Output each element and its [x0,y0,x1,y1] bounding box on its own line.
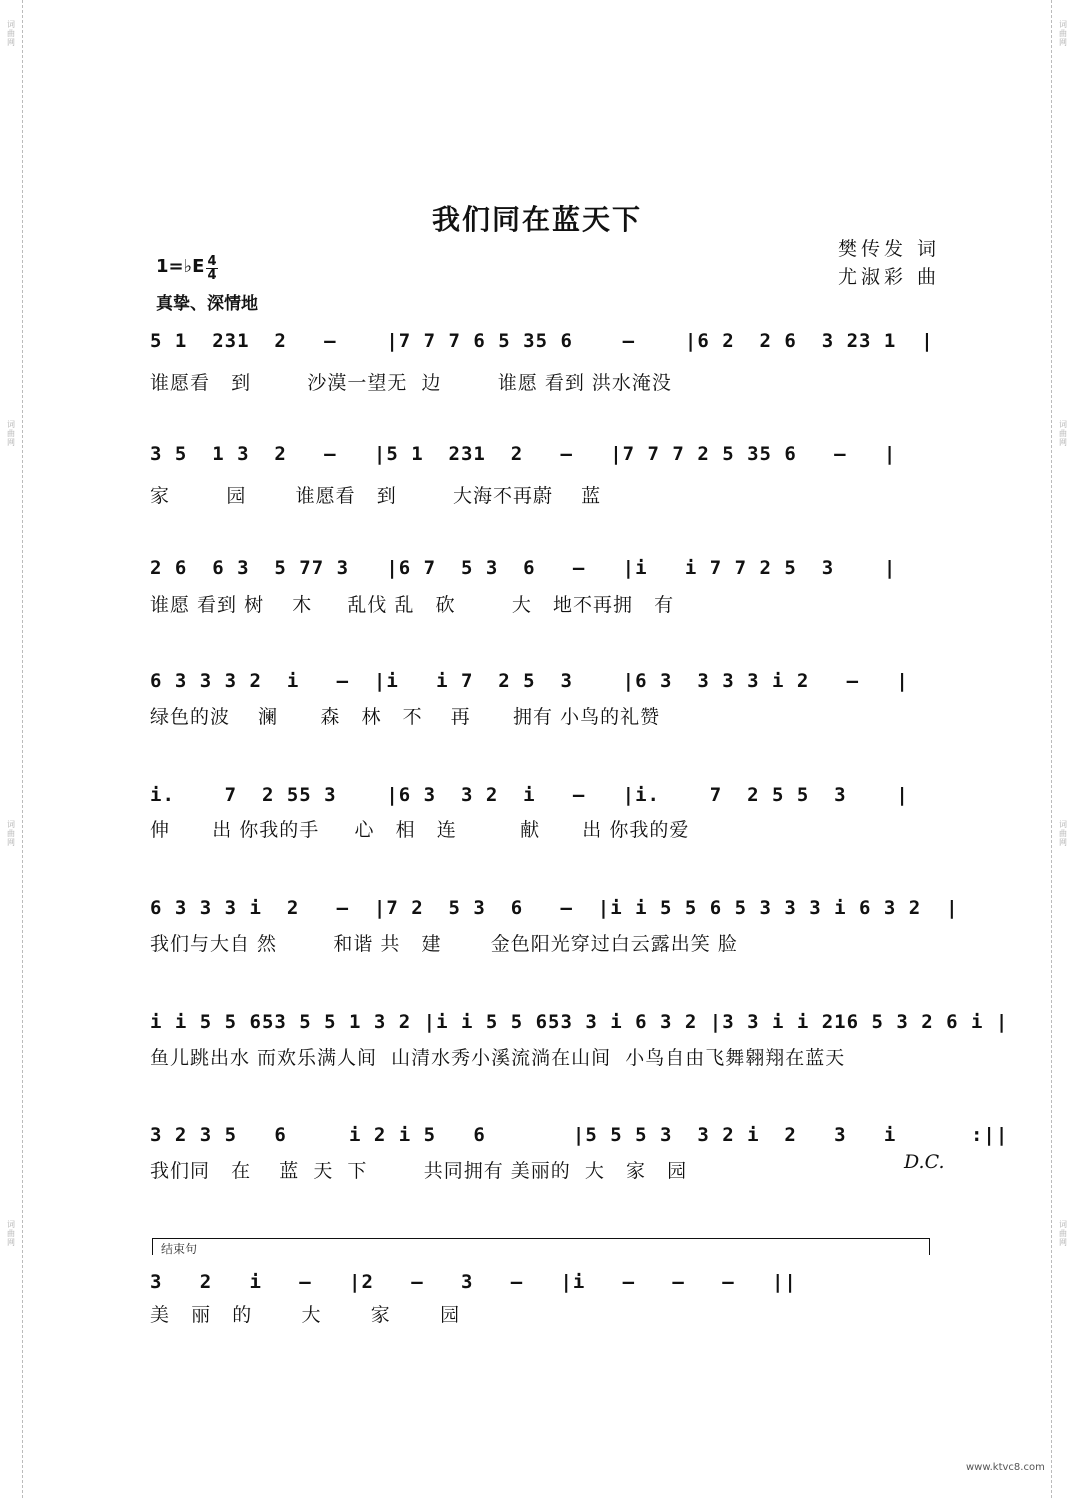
notation-line-4: 6 3 3 3 2 i – |i i 7 2 5 3 |6 3 3 3 3 i 2 – | [150,670,909,692]
notation-line-2: 3 5 1 3 2 – |5 1 231 2 – |7 7 7 2 5 35 6 – | [150,443,897,465]
lyric-line-2: 家 园 谁愿看 到 大海不再蔚 蓝 [150,485,602,507]
lyric-line-6: 我们与大自 然 和谐 共 建 金色阳光穿过白云露出笑 脸 [150,933,738,955]
lyric-line-3: 谁愿 看到 树 木 乱伐 乱 砍 大 地不再拥 有 [150,594,675,616]
watermark-text: 词曲网 [1059,820,1067,847]
lyric-line-4: 绿色的波 澜 森 林 不 再 拥有 小鸟的礼赞 [150,706,661,728]
notation-line-3: 2 6 6 3 5 77 3 |6 7 5 3 6 – |i i 7 7 2 5 3 | [150,557,897,579]
notation-line-5: i. 7 2 55 3 |6 3 3 2 i – |i. 7 2 5 5 3 | [150,784,909,806]
lyric-line-9: 美 丽 的 大 家 园 [150,1304,461,1326]
site-footer: www.ktvc8.com [966,1462,1045,1473]
time-signature [205,255,219,282]
watermark-text: 词曲网 [1059,420,1067,447]
coda-bracket [152,1238,930,1255]
song-title: 我们同在蓝天下 [431,203,642,236]
notation-line-8: 3 2 3 5 6 i 2 i 5 6 |5 5 5 3 3 2 i 2 3 i :|| [150,1124,1009,1146]
watermark-text: 词曲网 [1059,20,1067,47]
dc-marking: D.C. [904,1151,945,1173]
watermark-text: 词曲网 [7,20,15,47]
watermark-text: 词曲网 [1059,1220,1067,1247]
key-signature: 1=♭E [156,256,205,277]
composer-credit: 尤淑彩 曲 [838,266,941,288]
time-signature-bottom: 4 [207,268,217,283]
lyric-line-5: 伸 出 你我的手 心 相 连 献 出 你我的爱 [150,819,690,841]
tempo-marking: 真挚、深情地 [156,294,258,314]
watermark-text: 词曲网 [7,420,15,447]
lyric-line-7: 鱼儿跳出水 而欢乐满人间 山清水秀小溪流淌在山间 小鸟自由飞舞翱翔在蓝天 [150,1047,846,1069]
notation-line-7: i i 5 5 653 5 5 1 3 2 |i i 5 5 653 3 i 6 3 2 |3 3 i i 216 5 3 2 6 i | [150,1011,1009,1033]
notation-line-6: 6 3 3 3 i 2 – |7 2 5 3 6 – |i i 5 5 6 5 3 3 3 i 6 3 2 | [150,897,959,919]
lyric-line-1: 谁愿看 到 沙漠一望无 边 谁愿 看到 洪水淹没 [150,372,672,394]
notation-line-1: 5 1 231 2 – |7 7 7 6 5 35 6 – |6 2 2 6 3 23 1 | [150,330,934,352]
watermark-text: 词曲网 [7,1220,15,1247]
lyric-line-8: 我们同 在 蓝 天 下 共同拥有 美丽的 大 家 园 [150,1160,688,1182]
coda-label: 结束句 [161,1242,198,1256]
lyricist-credit: 樊传发 词 [838,238,941,260]
notation-line-9: 3 2 i – |2 – 3 – |i – – – || [150,1271,797,1293]
watermark-text: 词曲网 [7,820,15,847]
time-signature-top: 4 [207,254,217,269]
